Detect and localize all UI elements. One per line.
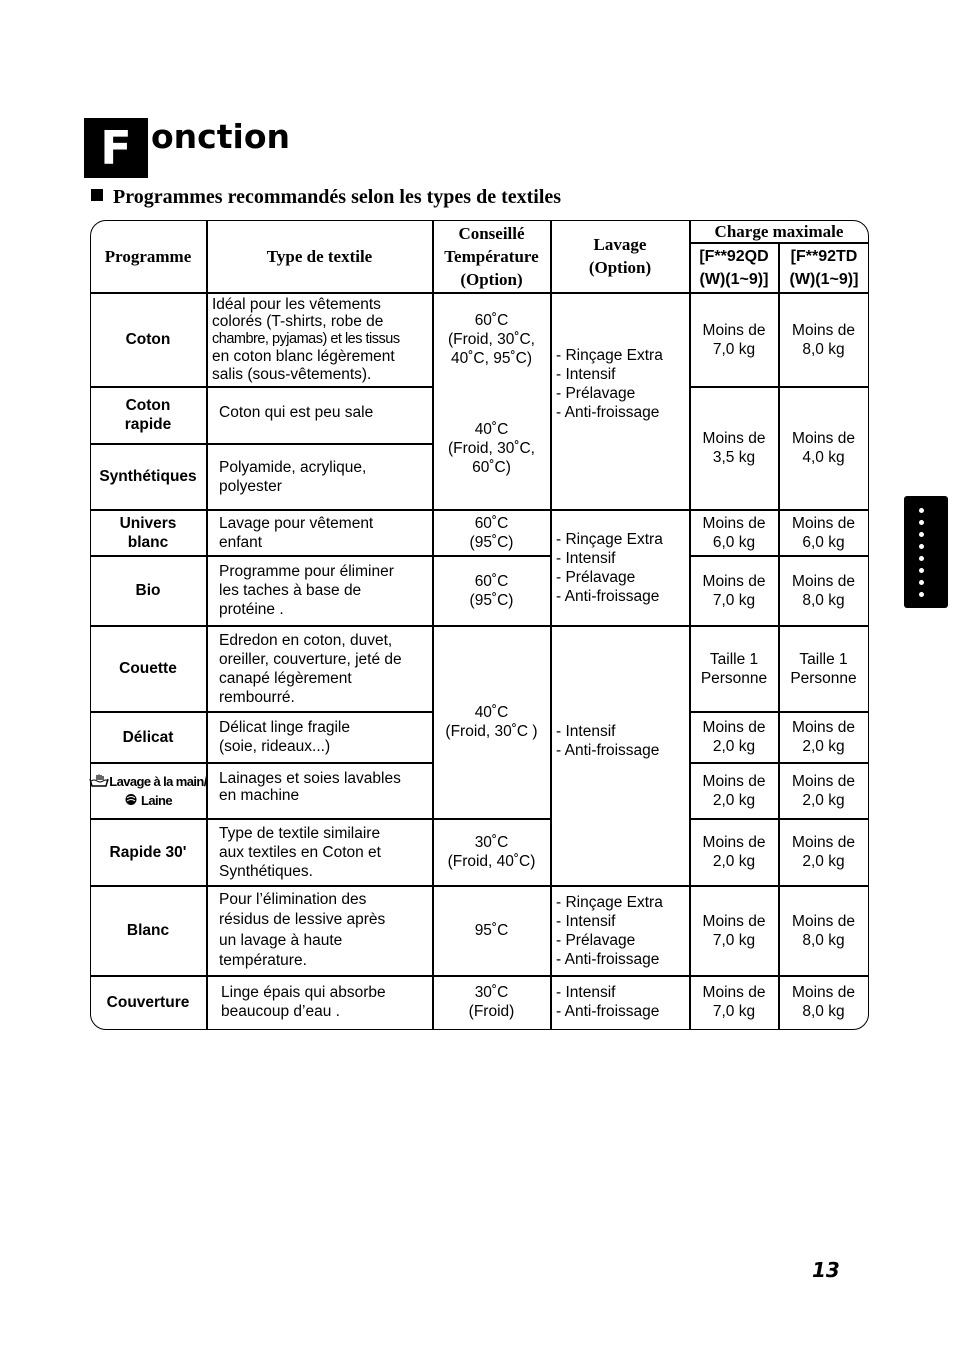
type-univers-blanc: Lavage pour vêtement enfant — [219, 514, 374, 551]
charge-td-coton: Moins de 8,0 kg — [792, 321, 855, 358]
dot-icon — [919, 592, 924, 597]
temp-bio: 60˚C (95˚C) — [469, 572, 514, 609]
charge-qd-couette: Taille 1 Personne — [700, 650, 768, 687]
section-side-tab — [904, 496, 948, 608]
charge-td-laine: Moins de 2,0 kg — [792, 772, 855, 809]
type-rapide-30: Type de textile similaire aux textiles en Coton et Synthétiques. — [219, 824, 381, 880]
type-lavage-main-laine: Lainages et soies lavables en machine — [219, 770, 401, 804]
type-coton: Idéal pour les vêtements colorés (T-shirts, robe de chambre, pyjamas) et les tissus en coton blanc légèrement salis (sous-vêtements). — [212, 295, 400, 383]
hand-wash-icon — [89, 774, 109, 787]
header-model-td: [F**92TD (W)(1~9)] — [789, 247, 859, 288]
programme-univers-blanc: Univers blanc — [119, 514, 177, 551]
header-type: Type de textile — [266, 246, 373, 266]
bullet-square-icon — [91, 189, 103, 201]
dot-icon — [919, 532, 924, 537]
type-couette: Edredon en coton, duvet, oreiller, couverture, jeté de canapé légèrement rembourré. — [219, 631, 402, 706]
type-delicat: Délicat linge fragile (soie, rideaux...) — [219, 719, 350, 755]
temp-couette-delicat-laine: 40˚C (Froid, 30˚C ) — [445, 704, 538, 740]
type-blanc: Pour l’élimination des résidus de lessive après un lavage à haute température. — [219, 890, 386, 969]
wool-icon — [124, 793, 138, 806]
charge-qd-couverture: Moins de 7,0 kg — [702, 984, 766, 1020]
heading-initial: F — [84, 118, 148, 178]
charge-td-couette: Taille 1 Personne — [790, 650, 857, 687]
header-programme: Programme — [104, 246, 192, 266]
type-couverture: Linge épais qui absorbe beaucoup d’eau . — [221, 984, 386, 1020]
type-bio: Programme pour éliminer les taches à base de protéine . — [219, 563, 394, 618]
dot-icon — [919, 556, 924, 561]
programme-coton: Coton — [125, 331, 171, 348]
lavage-group-4: - Rinçage Extra - Intensif - Prélavage - Anti-froissage — [556, 893, 663, 968]
lavage-group-1: - Rinçage Extra - Intensif - Prélavage - Anti-froissage — [556, 347, 663, 421]
charge-qd-coton-rapide: Moins de 3,5 kg — [702, 430, 766, 466]
programme-delicat: Délicat — [122, 728, 174, 746]
programme-coton-rapide: Coton rapide — [124, 397, 172, 433]
dot-icon — [919, 580, 924, 585]
header-charge: Charge maximale — [714, 221, 844, 241]
dot-icon — [919, 520, 924, 525]
charge-td-blanc: Moins de 8,0 kg — [792, 912, 855, 949]
charge-qd-univers-blanc: Moins de 6,0 kg — [702, 514, 766, 551]
type-synthetiques: Polyamide, acrylique, polyester — [219, 458, 367, 495]
page-number: 13 — [812, 1258, 840, 1282]
programme-bio: Bio — [135, 582, 161, 599]
charge-td-coton-rapide: Moins de 4,0 kg — [792, 430, 855, 466]
heading-rest: onction — [151, 117, 290, 156]
charge-td-delicat: Moins de 2,0 kg — [792, 719, 855, 755]
temp-coton: 60˚C (Froid, 30˚C, 40˚C, 95˚C) — [448, 312, 535, 367]
header-model-qd: [F**92QD (W)(1~9)] — [699, 247, 769, 288]
lavage-group-2: - Rinçage Extra - Intensif - Prélavage - Anti-froissage — [556, 530, 663, 605]
charge-td-univers-blanc: Moins de 6,0 kg — [792, 514, 855, 551]
programme-lavage-main-laine: Lavage à la main/ Laine — [90, 763, 206, 818]
programme-rapide-30: Rapide 30' — [109, 843, 187, 861]
dot-icon — [919, 508, 924, 513]
header-lavage: Lavage (Option) — [588, 235, 652, 277]
section-subtitle — [91, 186, 561, 209]
programme-couette: Couette — [119, 660, 177, 677]
temp-rapide-30: 30˚C (Froid, 40˚C) — [447, 834, 536, 870]
charge-qd-rapide-30: Moins de 2,0 kg — [702, 834, 766, 870]
charge-td-bio: Moins de 8,0 kg — [792, 572, 855, 609]
temp-univers-blanc: 60˚C (95˚C) — [469, 514, 514, 551]
subtitle-text: Programmes recommandés selon les types de textiles — [113, 186, 562, 208]
temp-blanc: 95˚C — [474, 922, 509, 939]
charge-qd-delicat: Moins de 2,0 kg — [702, 719, 766, 755]
programme-couverture: Couverture — [106, 993, 190, 1011]
lavage-group-3: - Intensif - Anti-froissage — [556, 722, 660, 759]
charge-td-rapide-30: Moins de 2,0 kg — [792, 834, 855, 870]
charge-qd-laine: Moins de 2,0 kg — [702, 772, 766, 809]
charge-qd-blanc: Moins de 7,0 kg — [702, 912, 766, 949]
programme-synthetiques: Synthétiques — [99, 468, 197, 485]
charge-qd-coton: Moins de 7,0 kg — [702, 321, 766, 358]
header-temperature: Conseillé Température (Option) — [444, 223, 539, 289]
charge-td-couverture: Moins de 8,0 kg — [792, 984, 855, 1020]
type-coton-rapide: Coton qui est peu sale — [219, 403, 374, 421]
dot-icon — [919, 568, 924, 573]
lavage-group-5: - Intensif - Anti-froissage — [556, 984, 660, 1020]
temp-couverture: 30˚C (Froid) — [468, 984, 515, 1020]
programme-blanc: Blanc — [126, 922, 170, 939]
dot-icon — [919, 544, 924, 549]
temp-coton-rapide-synthetiques: 40˚C (Froid, 30˚C, 60˚C) — [448, 420, 535, 476]
programmes-table — [90, 220, 869, 1030]
charge-qd-bio: Moins de 7,0 kg — [702, 572, 766, 609]
